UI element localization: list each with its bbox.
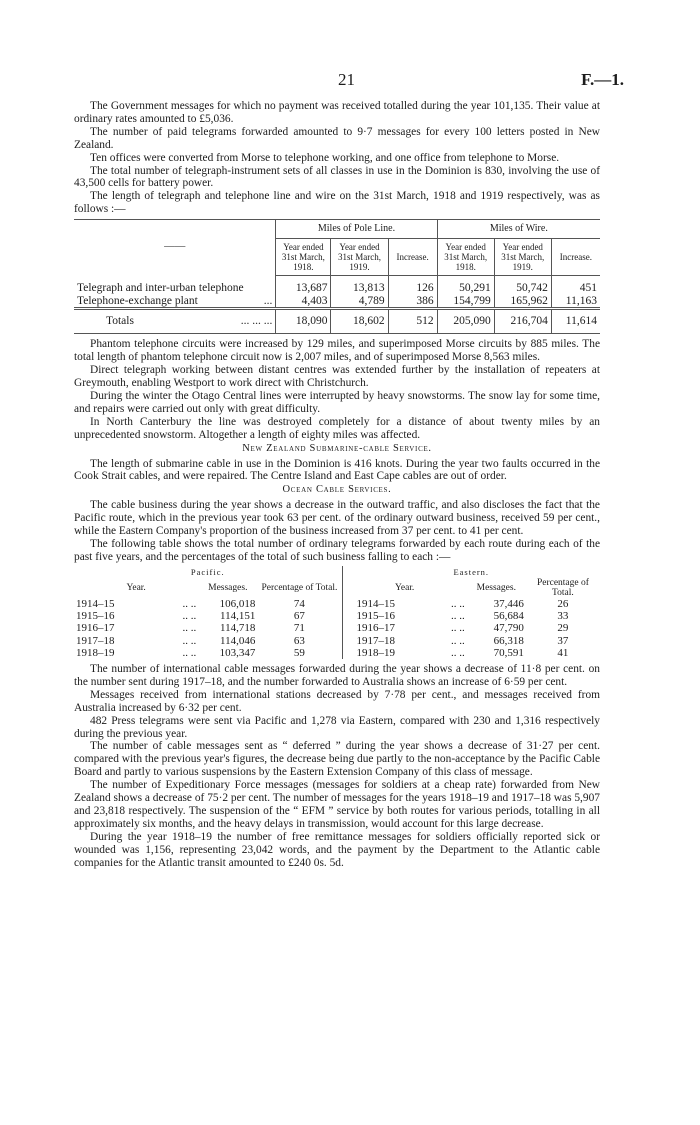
messages-cell: 56,684 <box>493 610 524 623</box>
table-row <box>74 610 600 622</box>
paragraph: The cable business during the year shows a decrease in the outward traffic, and also discloses the fact that the Pacific route, which in the previous year took 63 per cent. of the ordinary outward business, received 59 per cent., while the Eastern Company's proportion of the business increased from 37 per cent. to 41 per cent. <box>74 499 600 538</box>
cell: 4,789 <box>331 295 388 309</box>
row-label: Telegraph and inter-urban telephone <box>77 281 244 294</box>
wire-group-header: Miles of Wire. <box>437 220 600 239</box>
paragraph: Direct telegraph working between distant centres was extended further by the installation of repeaters at Greymouth, enabling Westport to work direct with Christchurch. <box>74 364 600 390</box>
column-header: Messages. <box>476 582 516 593</box>
paragraph: The length of telegraph and telephone line and wire on the 31st March, 1918 and 1919 respectively, was as follows :— <box>74 190 600 216</box>
messages-cell: 114,046 <box>220 634 256 647</box>
cell: 451 <box>551 282 600 295</box>
year-cell: 1918–19 .. .. <box>76 646 197 659</box>
eastern-group-header: Eastern. <box>342 566 600 578</box>
column-header: Year ended 31st March, 1919. <box>494 239 551 276</box>
cable-routes-table <box>74 566 600 659</box>
table-row <box>74 598 600 610</box>
column-header: Year. <box>126 582 146 593</box>
year-cell: 1914–15 .. .. <box>342 598 467 610</box>
blank-header: —— <box>74 220 276 276</box>
table-row <box>74 295 600 309</box>
paragraph: The number of international cable messages forwarded during the year shows a decrease of 11·8 per cent. on the number sent during 1917–18, and the number forwarded to Australia shows an increase of 6·59 per cent. <box>74 663 600 688</box>
year-cell: 1917–18 .. .. <box>342 635 467 647</box>
page-header <box>0 70 700 94</box>
cell: 512 <box>388 309 437 334</box>
line-wire-table <box>74 219 600 334</box>
pacific-group-header: Pacific. <box>190 566 225 577</box>
paragraph: The Government messages for which no payment was received totalled during the year 101,135. Their value at ordinary rates amounted to £5,036. <box>74 100 600 125</box>
cell: 4,403 <box>276 295 331 309</box>
paragraph: Phantom telephone circuits were increased by 129 miles, and superimposed Morse circuits by 885 miles. The total length of phantom telephone circuit now is 2,007 miles, and of superimposed Morse 8,563 miles. <box>74 338 600 364</box>
percentage-cell: 41 <box>557 646 569 659</box>
cell: 154,799 <box>437 295 494 309</box>
row-label: Totals ... ... ... <box>74 309 276 334</box>
column-header: Increase. <box>551 239 600 276</box>
percentage-cell: 33 <box>557 610 569 623</box>
percentage-cell: 26 <box>557 597 569 610</box>
pole-group-header: Miles of Pole Line. <box>276 220 437 239</box>
messages-cell: 37,446 <box>493 597 524 610</box>
cell: 126 <box>388 282 437 295</box>
paragraph: Messages received from international stations decreased by 7·78 per cent., and messages received from Australia increased by 6·32 per cent. <box>74 688 600 714</box>
page-body <box>74 100 600 870</box>
document-reference: F.—1. <box>581 70 624 89</box>
paragraph: The following table shows the total number of ordinary telegrams forwarded by each route during each of the past five years, and the percentages of the total of such business falling to each :— <box>74 537 600 563</box>
table-row <box>74 635 600 647</box>
percentage-cell: 63 <box>293 634 305 647</box>
paragraph: Ten offices were converted from Morse to telephone working, and one office from telephone to Morse. <box>90 151 560 164</box>
cell: 50,291 <box>437 282 494 295</box>
messages-cell: 114,718 <box>220 622 256 635</box>
cell: 165,962 <box>494 295 551 309</box>
table-row <box>74 647 600 659</box>
total-row <box>74 309 600 334</box>
year-cell: 1915–16 .. .. <box>76 610 197 623</box>
paragraph: The number of cable messages sent as “ deferred ” during the year shows a decrease of 31·27 per cent. compared with the previous year's figures, the decrease being due partly to the non-acceptance by the Pacific Cable Board and partly to various suspensions by the Eastern Extension Company of this class of message. <box>74 740 600 779</box>
row-label: Telephone-exchange plant ... <box>74 295 276 309</box>
cell: 216,704 <box>494 309 551 334</box>
paragraph: The number of Expeditionary Force messages (messages for soldiers at a cheap rate) forwarded from New Zealand shows a decrease of 75·2 per cent. The number of messages for the years 1918–19 and 1917–18 was 5,907 and 23,818 respectively. The suspension of the “ EFM ” service by both routes for various periods, totalling in all approximately six months, and the heavy delays in transmission, would account for this large decrease. <box>74 779 600 830</box>
column-header: Messages. <box>208 582 248 593</box>
cell: 50,742 <box>494 282 551 295</box>
cell: 18,090 <box>276 309 331 334</box>
percentage-cell: 29 <box>557 622 569 635</box>
table-row <box>74 622 600 634</box>
page-number: 21 <box>338 70 355 89</box>
column-header: Year ended 31st March, 1918. <box>437 239 494 276</box>
paragraph: During the year 1918–19 the number of free remittance messages for soldiers officially reported sick or wounded was 1,156, representing 23,042 words, and the payment by the Department to the Atlantic cable companies for the Atlantic transit amounted to £240 0s. 5d. <box>74 830 600 869</box>
year-cell: 1914–15 .. .. <box>76 597 197 610</box>
cell: 11,614 <box>551 309 600 334</box>
percentage-cell: 71 <box>293 622 305 635</box>
percentage-cell: 37 <box>557 634 569 647</box>
paragraph: The number of paid telegrams forwarded amounted to 9·7 messages for every 100 letters posted in New Zealand. <box>74 125 600 151</box>
messages-cell: 70,591 <box>493 646 524 659</box>
cell: 205,090 <box>437 309 494 334</box>
messages-cell: 47,790 <box>493 622 524 635</box>
year-cell: 1916–17 .. .. <box>76 622 197 635</box>
column-header: Increase. <box>388 239 437 276</box>
messages-cell: 103,347 <box>219 646 256 659</box>
column-header: Year. <box>342 578 467 598</box>
paragraph: 482 Press telegrams were sent via Pacific and 1,278 via Eastern, compared with 230 and 1,316 respectively during the previous year. <box>74 714 600 740</box>
percentage-cell: 59 <box>293 646 305 659</box>
percentage-cell: 67 <box>293 610 305 623</box>
year-cell: 1918–19 .. .. <box>342 647 467 659</box>
section-heading: Ocean Cable Services. <box>282 484 392 496</box>
percentage-cell: 74 <box>293 597 305 610</box>
paragraph: The total number of telegraph-instrument sets of all classes in use in the Dominion is 830, involving the use of 43,500 cells for battery power. <box>74 164 600 190</box>
cell: 386 <box>388 295 437 309</box>
column-header: Percentage of Total. <box>536 577 589 598</box>
messages-cell: 106,018 <box>219 597 256 610</box>
messages-cell: 66,318 <box>493 634 524 647</box>
paragraph: The length of submarine cable in use in the Dominion is 416 knots. During the year two faults occurred in the Cook Strait cables, and were repaired. The Centre Island and East Cape cables are out of order. <box>74 457 600 483</box>
cell: 18,602 <box>331 309 388 334</box>
messages-cell: 114,151 <box>220 610 256 623</box>
cell: 11,163 <box>551 295 600 309</box>
year-cell: 1916–17 .. .. <box>342 622 467 634</box>
year-cell: 1915–16 .. .. <box>342 610 467 622</box>
table-row <box>74 282 600 295</box>
paragraph: During the winter the Otago Central lines were interrupted by heavy snowstorms. The snow lay for some time, and repairs were carried out only with great difficulty. <box>74 390 600 415</box>
section-heading: New Zealand Submarine-cable Service. <box>242 442 432 454</box>
cell: 13,813 <box>331 282 388 295</box>
column-header: Percentage of Total. <box>261 582 338 593</box>
paragraph: In North Canterbury the line was destroyed completely for a distance of about twenty miles by an unprecedented snowstorm. Altogether a length of eighty miles was affected. <box>74 415 600 441</box>
year-cell: 1917–18 .. .. <box>76 634 197 647</box>
column-header: Year ended 31st March, 1919. <box>331 239 388 276</box>
column-header: Year ended 31st March, 1918. <box>276 239 331 276</box>
cell: 13,687 <box>276 282 331 295</box>
